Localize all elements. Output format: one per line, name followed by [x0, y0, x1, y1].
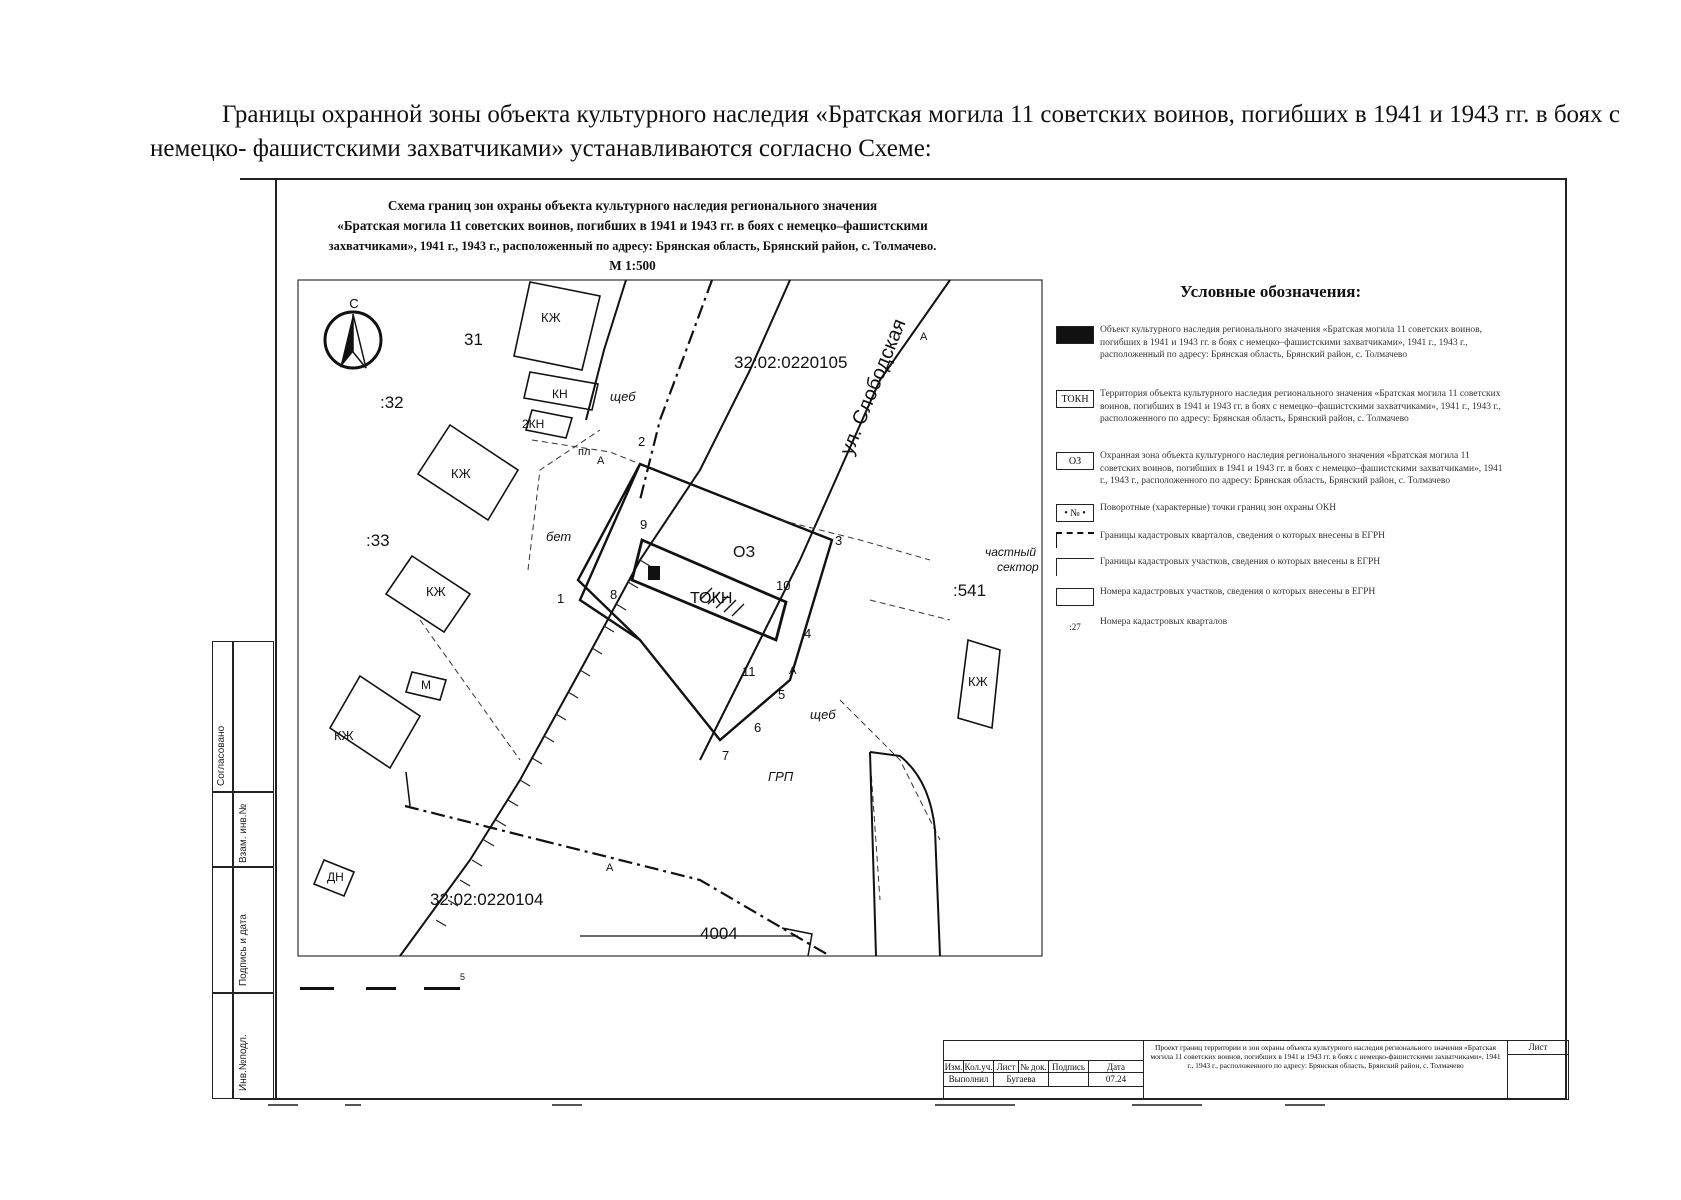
header-cell: Кол.уч. [964, 1062, 993, 1072]
building-label: КЖ [968, 674, 988, 689]
surface-label: A [789, 665, 797, 677]
building-label: ДН [327, 870, 344, 884]
legend-quarter-number-symbol: :27 [1069, 622, 1081, 632]
scale-label: 5 [460, 972, 466, 982]
legend-text: Номера кадастровых участков, сведения о которых внесены в ЕГРН [1100, 587, 1376, 597]
footer-dash [552, 1104, 582, 1106]
legend-parcel-number-symbol [1056, 588, 1094, 606]
surface-label: A [606, 862, 614, 874]
building-label: М [421, 678, 431, 692]
boundary-point: 11 [742, 664, 756, 679]
title-description: Проект границ территории и зон охраны объекта культурного наследия регионального значения «Братская могила 11 советских воинов, погибших в 1941 и 1943 гг. в боях с немецко-фашистскими захватчиками», 1941 г., 1943 г., расположенного по адресу: Брянская область, Брянский район, с. Толмачево [1144, 1041, 1508, 1099]
header-cell: Дата [1089, 1061, 1144, 1073]
boundary-point: 6 [754, 720, 762, 735]
intro-paragraph: Границы охранной зоны объекта культурного наследия «Братская могила 11 советских воинов, погибших в 1941 и 1943 гг. в боях с немецко- фашистскими захватчиками» устанавливаются согласно Схеме: [150, 101, 1620, 162]
side-label-inventory: Инв.№подл. [238, 1034, 249, 1091]
side-label-agreed: Согласовано [216, 725, 227, 786]
sheet-label: Лист [1508, 1041, 1568, 1055]
map-scale: М 1:500 [609, 258, 656, 273]
footer-dash [345, 1104, 361, 1106]
legend-item-points [1056, 504, 1516, 524]
row-cell [1049, 1073, 1089, 1087]
side-label-replacement: Взам. инв.№ [238, 803, 249, 863]
legend-text: Территория объекта культурного наследия регионального значения «Братская могила 11 советских воинов, погибших в 1941 и 1943 гг. в боях с немецко–фашистскими захватчиками», 1941 г., 1943 г., расположенного по адресу: Брянская область, Брянский район, с. Толмачево [1100, 389, 1501, 424]
legend-title: Условные обозначения: [1180, 282, 1362, 301]
legend-item-parcel-boundaries [1056, 558, 1516, 578]
legend-text: Поворотные (характерные) точки границ зон охраны ОКН [1100, 503, 1337, 513]
surface-label: щеб [610, 389, 636, 404]
parcel-label-32: :32 [380, 393, 404, 412]
zone-label-tokn: ТОКН [690, 590, 733, 607]
parcel-label-4004: 4004 [700, 924, 738, 943]
legend-text: Границы кадастровых участков, сведения о которых внесены в ЕГРН [1100, 557, 1381, 567]
header-cell: Изм. [944, 1062, 963, 1072]
boundary-point: 10 [776, 578, 791, 593]
scale-segment [300, 987, 334, 990]
surface-label: сектор [997, 560, 1039, 574]
parcel-label-33: :33 [366, 531, 390, 550]
boundary-point: 2 [638, 434, 646, 449]
building-label: КЖ [426, 584, 446, 599]
map-title-line-1: Схема границ зон охраны объекта культурного наследия регионального значения [387, 198, 878, 213]
boundary-point: 8 [610, 587, 618, 602]
legend-item-parcel-numbers [1056, 588, 1516, 608]
footer-dash [935, 1104, 1015, 1106]
legend-text: Номера кадастровых кварталов [1100, 617, 1228, 627]
boundary-point: 5 [778, 687, 786, 702]
surface-label: A [597, 455, 605, 467]
legend-item-territory [1056, 390, 1516, 430]
boundary-point: 3 [835, 533, 843, 548]
boundary-point: 4 [804, 626, 812, 641]
quarter-label-north: 32:02:0220105 [734, 353, 848, 372]
boundary-point: 1 [557, 591, 565, 606]
zone-label-oz: ОЗ [733, 544, 756, 561]
building-label: пл [578, 446, 591, 458]
header-cell: Лист [994, 1061, 1019, 1073]
surface-label: щеб [810, 707, 836, 722]
north-label: С [349, 296, 359, 311]
street-label: ул. Слободская [836, 315, 911, 459]
surface-label: частный [985, 545, 1036, 559]
header-cell: Подпись [1049, 1061, 1089, 1073]
building-label: КЖ [334, 728, 354, 743]
legend-text: Границы кадастровых кварталов, сведения о которых внесены в ЕГРН [1100, 531, 1386, 541]
surface-label: A [920, 331, 928, 343]
legend-text: Объект культурного наследия регионального значения «Братская могила 11 советских воинов, погибших в 1941 и 1943 гг. в боях с немецко–фашистскими захватчиками», 1941 г., 1943 г., расположенный по адресу: Брянская область, Брянский район, с. Толмачево [1100, 325, 1482, 360]
scale-segment [366, 987, 396, 990]
legend-territory-symbol: ТОКН [1056, 390, 1094, 408]
legend-item-monument [1056, 326, 1516, 366]
legend-text: Охранная зона объекта культурного наследия регионального значения «Братская могила 11 советских воинов, погибших в 1941 и 1943 гг. в боях с немецко–фашистскими захватчиками», 1941 г., 1943 г., расположенного по адресу: Брянская область, Брянский район, с. Толмачево [1100, 451, 1503, 486]
map-title-line-3: захватчиками», 1941 г., 1943 г., расположенный по адресу: Брянская область, Брянский район, с. Толмачево. [328, 239, 937, 253]
row-cell: Выполнил [944, 1073, 994, 1087]
header-cell: № док. [1019, 1061, 1049, 1073]
surface-label: ГРП [768, 769, 794, 784]
footer-dash [1285, 1104, 1325, 1106]
legend-monument-symbol [1056, 326, 1094, 344]
quarter-label-south: 32:02:0220104 [430, 890, 544, 909]
parcel-label-31: 31 [464, 330, 483, 349]
footer-dash [1132, 1104, 1202, 1106]
row-cell: Бугаева [994, 1073, 1049, 1087]
boundary-point: 9 [640, 517, 648, 532]
legend-item-quarter-numbers [1056, 618, 1516, 638]
legend-points-symbol: • № • [1056, 504, 1094, 522]
building-label: КЖ [451, 466, 471, 481]
map-title-line-2: «Братская могила 11 советских воинов, погибших в 1941 и 1943 гг. в боях с немецко–фашистскими [337, 218, 928, 233]
boundary-point: 7 [722, 748, 730, 763]
legend-zone-symbol: ОЗ [1056, 452, 1094, 470]
legend-item-protected-zone [1056, 452, 1516, 492]
row-cell: 07.24 [1089, 1073, 1144, 1087]
surface-label: бет [546, 529, 572, 544]
building-label: 2КН [522, 417, 545, 431]
legend-item-quarter-boundaries [1056, 532, 1516, 552]
legend-parcel-symbol [1056, 558, 1094, 576]
parcel-label-541: :541 [953, 581, 987, 600]
title-block [943, 1040, 1569, 1100]
scale-segment [424, 987, 460, 990]
legend-quarter-symbol [1056, 532, 1094, 548]
side-label-signature: Подпись и дата [238, 914, 249, 986]
building-label: КН [552, 387, 568, 401]
building-label: КЖ [541, 310, 561, 325]
footer-dash [268, 1104, 298, 1106]
